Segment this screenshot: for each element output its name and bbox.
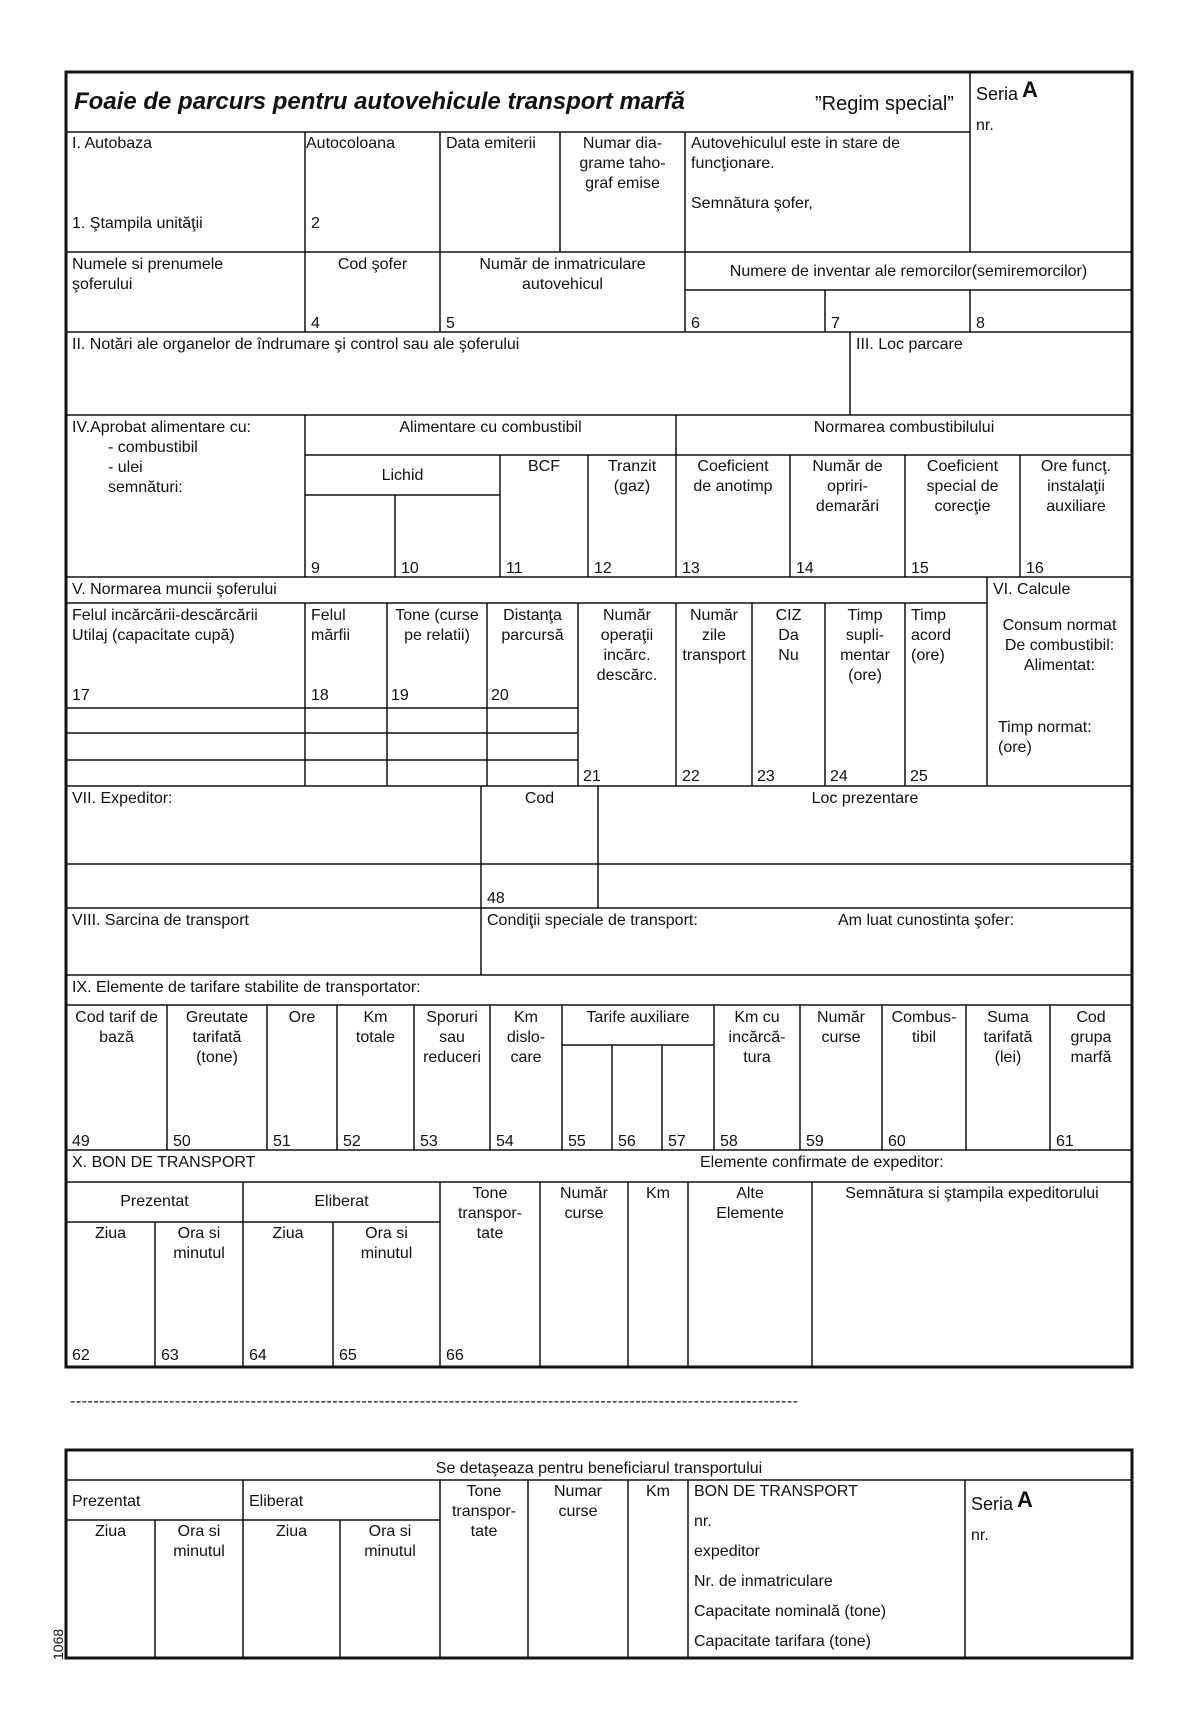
field-number-12: 12 [594, 560, 612, 577]
stub-capacitate-nominala-label: Capacitate nominală (tone) [694, 1603, 887, 1620]
nume-sofer-label: Numele si prenumele şoferului [72, 256, 224, 293]
elemente-tarifare-label: IX. Elemente de tarifare stabilite de transportator: [72, 979, 421, 996]
field-number-17: 17 [72, 687, 90, 704]
timp-normat-label: Timp normat: (ore) [998, 719, 1092, 756]
bcf-label: BCF [528, 458, 560, 475]
ciz-label: CIZ Da Nu [775, 607, 802, 664]
stampila-label: 1. Ştampila unităţii [72, 215, 203, 232]
series-label: Seria [976, 84, 1019, 104]
field-number-21: 21 [583, 768, 601, 785]
field-number-16: 16 [1026, 560, 1044, 577]
stub-ora-prezentat-label: Ora si minutul [173, 1523, 225, 1560]
ora-prezentat-label: Ora si minutul [173, 1225, 225, 1262]
cod-tarif-label: Cod tarif de bază [75, 1009, 158, 1046]
normarea-muncii-label: V. Normarea muncii şoferului [72, 581, 277, 598]
am-luat-cunostinta-label: Am luat cunostinta şofer: [838, 912, 1015, 929]
stub-series-letter: A [1017, 1487, 1033, 1512]
stub-series-label: Seria [971, 1494, 1014, 1514]
tone-curse-label: Tone (curse pe relatii) [395, 607, 479, 644]
field-number-8: 8 [976, 315, 985, 332]
cod-grupa-marfa-label: Cod grupa marfă [1070, 1009, 1112, 1066]
sarcina-transport-label: VIII. Sarcina de transport [72, 912, 249, 929]
cod-label: Cod [524, 790, 555, 807]
stub-expeditor-label: expeditor [694, 1543, 760, 1560]
combustibil-label: Combus- tibil [891, 1009, 957, 1046]
form-code: 1068 [50, 1628, 66, 1660]
felul-marfii-label: Felul mărfii [311, 607, 351, 644]
field-number-13: 13 [682, 560, 700, 577]
field-number-5: 5 [446, 315, 455, 332]
field-number-15: 15 [911, 560, 929, 577]
stub-bon-transport-label: BON DE TRANSPORT [694, 1483, 858, 1500]
field-number-51: 51 [273, 1133, 291, 1150]
field-number-62: 62 [72, 1347, 90, 1364]
loc-parcare-label: III. Loc parcare [856, 336, 963, 353]
tranzit-label: Tranzit (gaz) [607, 458, 657, 495]
timp-suplimentar-label: Timp supli- mentar (ore) [840, 607, 890, 684]
field-number-9: 9 [311, 560, 320, 577]
numar-curse-label: Număr curse [816, 1009, 865, 1046]
consum-normat-label: Consum normat De combustibil: Alimentat: [1002, 617, 1117, 674]
km-totale-label: Km totale [355, 1009, 396, 1046]
ziua-eliberat-label: Ziua [272, 1225, 304, 1242]
field-number-25: 25 [910, 768, 928, 785]
field-number-7: 7 [831, 315, 840, 332]
field-number-65: 65 [339, 1347, 357, 1364]
elemente-confirmate-label: Elemente confirmate de expeditor: [700, 1154, 944, 1171]
cut-line: ----------------------------------------------------------------------------------------------------------------------------- [70, 1393, 799, 1410]
nr-inmatriculare-label: Număr de inmatriculare autovehicul [479, 256, 646, 293]
lichid-label: Lichid [381, 467, 424, 484]
stub-eliberat-label: Eliberat [249, 1493, 304, 1510]
field-number-19: 19 [391, 687, 409, 704]
semnatura-expeditor-label: Semnătura si ştampila expeditorului [845, 1185, 1099, 1202]
km-bon-label: Km [646, 1185, 670, 1202]
notari-label: II. Notări ale organelor de îndrumare şi control sau ale şoferului [72, 336, 520, 353]
field-number-11: 11 [506, 560, 523, 577]
suma-tarifata-label: Suma tarifată (lei) [983, 1009, 1033, 1066]
field-number-50: 50 [173, 1133, 191, 1150]
field-number-55: 55 [568, 1133, 586, 1150]
alimentare-combustibil-header: Alimentare cu combustibil [399, 419, 582, 436]
semnaturi-label: semnături: [108, 479, 183, 496]
alte-elemente-label: Alte Elemente [716, 1185, 784, 1222]
numar-curse-bon-label: Număr curse [559, 1185, 608, 1222]
numar-zile-label: Număr zile transport [682, 607, 746, 664]
stub-nr-label: nr. [694, 1513, 712, 1530]
ulei-item: - ulei [108, 459, 143, 476]
stub-prezentat-label: Prezentat [72, 1493, 141, 1510]
field-number-18: 18 [311, 687, 329, 704]
sporuri-label: Sporuri sau reduceri [423, 1009, 481, 1066]
field-number-52: 52 [343, 1133, 361, 1150]
tarife-auxiliare-label: Tarife auxiliare [586, 1009, 690, 1026]
ore-label: Ore [288, 1009, 316, 1026]
eliberat-label: Eliberat [314, 1193, 369, 1210]
prezentat-label: Prezentat [120, 1193, 189, 1210]
field-number-14: 14 [796, 560, 814, 577]
field-number-48: 48 [487, 890, 505, 907]
data-emiterii-label: Data emiterii [446, 135, 536, 152]
stub-numar-curse-label: Numar curse [553, 1483, 602, 1520]
greutate-tarifata-label: Greutate tarifată (tone) [185, 1009, 249, 1066]
tone-transportate-label: Tone transpor- tate [457, 1185, 523, 1242]
stub-inmatriculare-label: Nr. de inmatriculare [694, 1573, 833, 1590]
distanta-label: Distanţa parcursă [501, 607, 564, 644]
numar-opriri-label: Număr de opriri- demarări [812, 458, 883, 515]
stub-capacitate-tarifara-label: Capacitate tarifara (tone) [694, 1633, 871, 1650]
autocoloana-label: Autocoloana [306, 135, 395, 152]
coeficient-special-label: Coeficient special de corecţie [926, 458, 999, 515]
ora-eliberat-label: Ora si minutul [360, 1225, 413, 1262]
field-number-57: 57 [668, 1133, 686, 1150]
stare-functionare-label: Autovehiculul este in stare de funcţionare. [691, 135, 901, 172]
felul-incarcarii-label: Felul incărcării-descărcării Utilaj (capacitate cupă) [72, 607, 258, 644]
nr-label: nr. [976, 117, 994, 134]
field-number-10: 10 [401, 560, 419, 577]
aprobat-alimentare-label: IV.Aprobat alimentare cu: [72, 419, 252, 436]
numar-diagrame-label: Numar dia- grame taho- graf emise [579, 135, 666, 192]
stub-ora-eliberat-label: Ora si minutul [364, 1523, 416, 1560]
field-number-53: 53 [420, 1133, 438, 1150]
field-number-20: 20 [491, 687, 509, 704]
field-number-6: 6 [691, 315, 700, 332]
field-number-4: 4 [311, 315, 320, 332]
field-number-59: 59 [806, 1133, 824, 1150]
stub-nr2-label: nr. [971, 1527, 989, 1544]
field-number-66: 66 [446, 1347, 464, 1364]
field-number-61: 61 [1056, 1133, 1074, 1150]
field-number-54: 54 [496, 1133, 514, 1150]
field-number-22: 22 [682, 768, 700, 785]
stub-ziua-eliberat-label: Ziua [275, 1523, 308, 1540]
cod-sofer-label: Cod şofer [337, 256, 408, 273]
field-number-24: 24 [830, 768, 848, 785]
coeficient-anotimp-label: Coeficient de anotimp [693, 458, 773, 495]
autobaza-label: I. Autobaza [72, 135, 153, 152]
km-dislocare-label: Km dislo- care [506, 1009, 546, 1066]
ore-functionare-label: Ore funcţ. instalaţii auxiliare [1040, 458, 1112, 515]
field-number-63: 63 [161, 1347, 179, 1364]
field-number-58: 58 [720, 1133, 738, 1150]
field-number-2: 2 [311, 215, 320, 232]
field-number-49: 49 [72, 1133, 90, 1150]
km-incarcatura-label: Km cu incărcă- tura [728, 1009, 786, 1066]
semnatura-sofer-label: Semnătura şofer, [691, 195, 813, 212]
stub-ziua-prezentat-label: Ziua [94, 1523, 127, 1540]
detaseaza-label: Se detaşeaza pentru beneficiarul transportului [435, 1460, 763, 1477]
normarea-combustibil-header: Normarea combustibilului [813, 419, 995, 436]
stub-tone-label: Tone transpor- tate [451, 1483, 517, 1540]
field-number-60: 60 [888, 1133, 906, 1150]
stub-km-label: Km [646, 1483, 670, 1500]
field-number-56: 56 [618, 1133, 636, 1150]
expeditor-label: VII. Expeditor: [72, 790, 173, 807]
calcule-label: VI. Calcule [993, 581, 1071, 598]
numar-operatii-label: Număr operaţii incărc. descărc. [596, 607, 658, 684]
regime-label: ”Regim special” [815, 93, 954, 115]
timp-acord-label: Timp acord (ore) [911, 607, 952, 664]
combustibil-item: - combustibil [108, 439, 198, 456]
inventar-remorci-label: Numere de inventar ale remorcilor(semiremorcilor) [729, 263, 1088, 280]
loc-prezentare-label: Loc prezentare [811, 790, 919, 807]
series-letter: A [1022, 77, 1038, 102]
ziua-prezentat-label: Ziua [94, 1225, 127, 1242]
conditii-speciale-label: Condiţii speciale de transport: [487, 912, 698, 929]
bon-transport-label: X. BON DE TRANSPORT [72, 1154, 256, 1171]
form-title: Foaie de parcurs pentru autovehicule transport marfă [74, 88, 685, 115]
field-number-23: 23 [757, 768, 775, 785]
field-number-64: 64 [249, 1347, 267, 1364]
